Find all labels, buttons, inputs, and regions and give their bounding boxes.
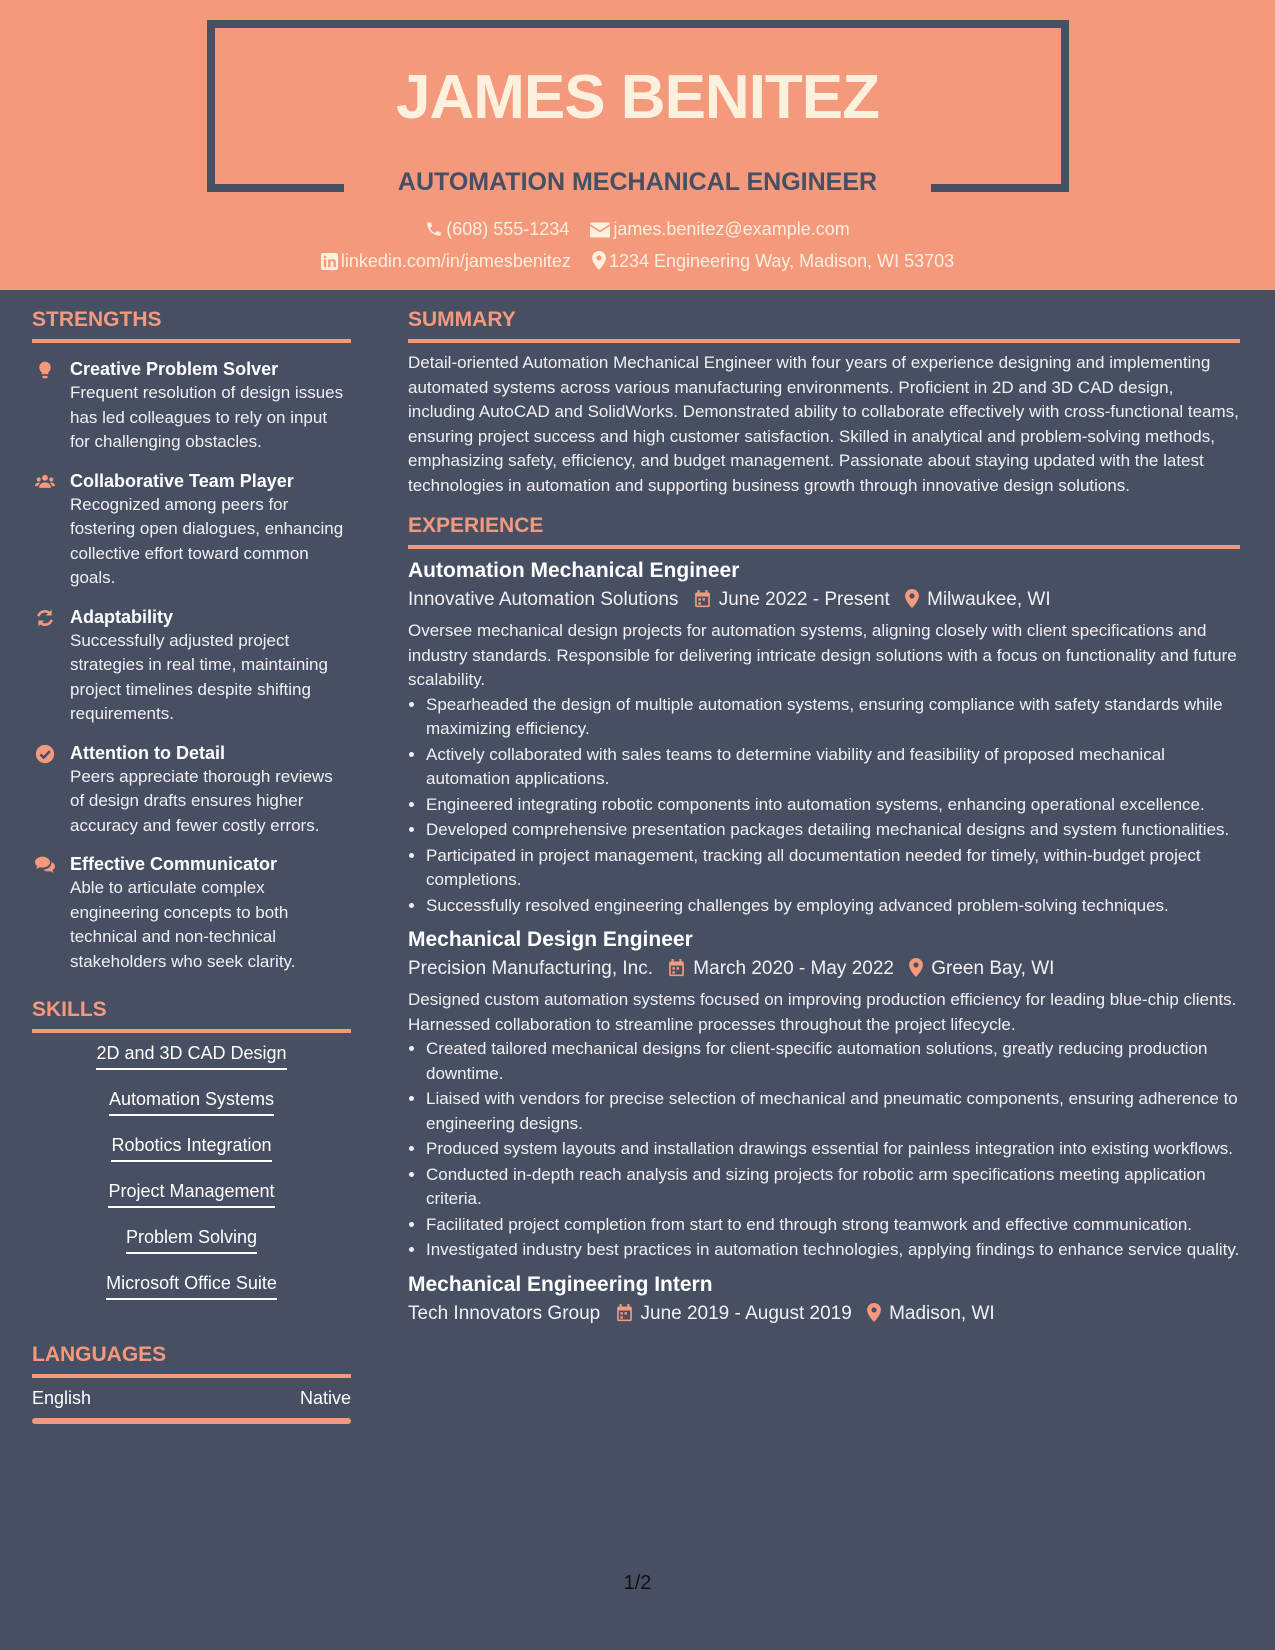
job-dates: March 2020 - May 2022 bbox=[693, 958, 894, 979]
strength-desc: Peers appreciate thorough reviews of design drafts ensures higher accuracy and fewer costly errors. bbox=[70, 766, 333, 835]
linkedin-icon bbox=[321, 253, 338, 270]
sync-icon bbox=[35, 608, 55, 628]
address-text: 1234 Engineering Way, Madison, WI 53703 bbox=[608, 251, 955, 271]
comments-icon bbox=[35, 855, 55, 875]
job-role: AUTOMATION MECHANICAL ENGINEER bbox=[397, 168, 878, 196]
contact-row-1 bbox=[0, 219, 1275, 240]
job-entry bbox=[408, 557, 1240, 918]
strength-title: Adaptability bbox=[70, 606, 174, 627]
job-bullet: • Developed comprehensive presentation packages detailing mechanical designs and system functionalities. bbox=[426, 818, 1240, 843]
skills-heading: SKILLS bbox=[32, 996, 351, 1033]
job-meta bbox=[408, 954, 1240, 984]
job-dates: June 2019 - August 2019 bbox=[640, 1302, 852, 1324]
skill-item: Microsoft Office Suite bbox=[106, 1271, 277, 1300]
candidate-name: JAMES BENITEZ bbox=[395, 63, 880, 132]
contact-row-2 bbox=[0, 251, 1275, 272]
skill-item: Automation Systems bbox=[109, 1087, 274, 1116]
strength-item bbox=[32, 469, 351, 591]
job-bullet: • Liaised with vendors for precise selection of mechanical and pneumatic components, ensuring adherence to engineering designs. bbox=[426, 1087, 1240, 1136]
job-title: Mechanical Engineering Intern bbox=[408, 1272, 713, 1296]
job-bullet: • Successfully resolved engineering challenges by employing advanced problem-solving techniques. bbox=[426, 894, 1240, 919]
language-level: Native bbox=[299, 1388, 351, 1408]
phone-text: (608) 555-1234 bbox=[446, 219, 570, 239]
skill-item: Robotics Integration bbox=[111, 1133, 271, 1162]
job-description: Oversee mechanical design projects for automation systems, aligning closely with client specifications and industry standards. Responsible for delivering intricate design solutions with a focus on functionality and future scalability. bbox=[408, 621, 1237, 689]
job-entry bbox=[408, 1271, 1240, 1329]
skill-item: Problem Solving bbox=[126, 1225, 257, 1254]
job-bullets bbox=[408, 1037, 1240, 1263]
phone-icon bbox=[425, 220, 443, 238]
strength-title: Creative Problem Solver bbox=[70, 359, 279, 379]
job-dates: June 2022 - Present bbox=[718, 589, 890, 610]
company-name: Precision Manufacturing, Inc. bbox=[408, 958, 654, 979]
job-bullets bbox=[408, 693, 1240, 919]
strength-desc: Able to articulate complex engineering concepts to both technical and non-technical stakeholders who seek clarity. bbox=[70, 878, 296, 971]
calendar-icon bbox=[668, 959, 685, 977]
strength-title: Effective Communicator bbox=[70, 854, 278, 874]
language-name: English bbox=[32, 1388, 92, 1408]
job-bullet: • Created tailored mechanical designs for client-specific automation solutions, greatly reducing production downtime. bbox=[426, 1037, 1240, 1086]
job-location: Madison, WI bbox=[889, 1302, 995, 1324]
summary-heading: SUMMARY bbox=[408, 306, 1240, 343]
job-description: Designed custom automation systems focused on improving production efficiency for leading blue-chip clients. Harnessed collaboration to streamline processes throughout the project lifecycle. bbox=[408, 990, 1237, 1034]
job-bullet: • Actively collaborated with sales teams to determine viability and feasibility of proposed mechanical automation applications. bbox=[426, 743, 1240, 792]
company-name: Innovative Automation Solutions bbox=[408, 589, 679, 610]
skill-item: Project Management bbox=[108, 1179, 274, 1208]
job-meta bbox=[408, 1299, 1240, 1329]
map-marker-icon bbox=[867, 1303, 881, 1322]
linkedin-text[interactable]: linkedin.com/in/jamesbenitez bbox=[340, 251, 571, 271]
email-item[interactable] bbox=[590, 219, 849, 239]
strengths-heading: STRENGTHS bbox=[32, 306, 351, 343]
job-title: Automation Mechanical Engineer bbox=[408, 559, 740, 582]
main-content bbox=[408, 306, 1240, 1333]
sidebar bbox=[32, 306, 351, 1424]
strength-item bbox=[32, 357, 351, 455]
language-item bbox=[32, 1388, 351, 1409]
strength-item bbox=[32, 605, 351, 727]
strength-desc: Successfully adjusted project strategies in real time, maintaining project timelines despite shifting requirements. bbox=[70, 630, 328, 723]
lightbulb-icon bbox=[35, 360, 55, 380]
strength-desc: Frequent resolution of design issues has led colleagues to rely on input for challenging obstacles. bbox=[70, 383, 344, 451]
strength-desc: Recognized among peers for fostering open dialogues, enhancing collective effort toward common goals. bbox=[70, 494, 344, 587]
email-text[interactable]: james.benitez@example.com bbox=[613, 219, 850, 239]
users-icon bbox=[35, 472, 55, 492]
job-location: Milwaukee, WI bbox=[927, 589, 1051, 610]
job-bullet: • Spearheaded the design of multiple automation systems, ensuring compliance with safety standards while maximizing efficiency. bbox=[426, 693, 1240, 742]
summary-text: Detail-oriented Automation Mechanical Engineer with four years of experience designing and implementing automated systems across various manufacturing environments. Proficient in 2D and 3D CAD design, including AutoCAD and SolidWorks. Demonstrated ability to collaborate effectively with cross-functional teams, ensuring project success and high customer satisfaction. Skilled in analytical and problem-solving methods, emphasizing safety, efficiency, and budget management. Passionate about staying updated with the latest technologies in automation and supporting business growth through innovative design solutions. bbox=[408, 353, 1239, 495]
job-bullet: • Investigated industry best practices in automation technologies, applying findings to enhance service quality. bbox=[426, 1238, 1240, 1263]
phone-item bbox=[425, 219, 574, 239]
strength-item bbox=[32, 741, 351, 839]
job-bullet: • Facilitated project completion from start to end through strong teamwork and effective communication. bbox=[426, 1213, 1240, 1238]
page-number: 1/2 bbox=[623, 1572, 652, 1594]
resume-header bbox=[0, 0, 1275, 290]
language-proficiency-bar bbox=[32, 1418, 351, 1424]
job-bullet: • Produced system layouts and installation drawings essential for painless integration into existing workflows. bbox=[426, 1137, 1240, 1162]
strength-title: Collaborative Team Player bbox=[70, 470, 294, 491]
experience-heading: EXPERIENCE bbox=[408, 512, 1240, 549]
check-circle-icon bbox=[35, 744, 55, 764]
skill-item: 2D and 3D CAD Design bbox=[96, 1041, 286, 1070]
map-marker-icon bbox=[592, 251, 606, 270]
calendar-icon bbox=[694, 590, 711, 608]
job-title: Mechanical Design Engineer bbox=[408, 928, 693, 951]
envelope-icon bbox=[590, 222, 610, 238]
job-entry bbox=[408, 926, 1240, 1263]
strength-item bbox=[32, 852, 351, 974]
job-bullet: • Engineered integrating robotic components into automation systems, enhancing operational excellence. bbox=[426, 793, 1240, 818]
skills-list bbox=[32, 1041, 351, 1317]
company-name: Tech Innovators Group bbox=[408, 1302, 601, 1324]
map-marker-icon bbox=[909, 958, 923, 977]
address-item bbox=[592, 251, 954, 271]
job-bullet: • Participated in project management, tracking all documentation needed for timely, within-budget project completions. bbox=[426, 844, 1240, 893]
linkedin-item[interactable] bbox=[321, 251, 576, 271]
calendar-icon bbox=[616, 1304, 633, 1322]
languages-heading: LANGUAGES bbox=[32, 1341, 351, 1378]
strength-title: Attention to Detail bbox=[70, 742, 225, 763]
job-location: Green Bay, WI bbox=[931, 958, 1055, 979]
job-meta bbox=[408, 585, 1240, 615]
job-bullet: • Conducted in-depth reach analysis and sizing projects for robotic arm specifications meeting application criteria. bbox=[426, 1163, 1240, 1212]
map-marker-icon bbox=[905, 589, 919, 608]
